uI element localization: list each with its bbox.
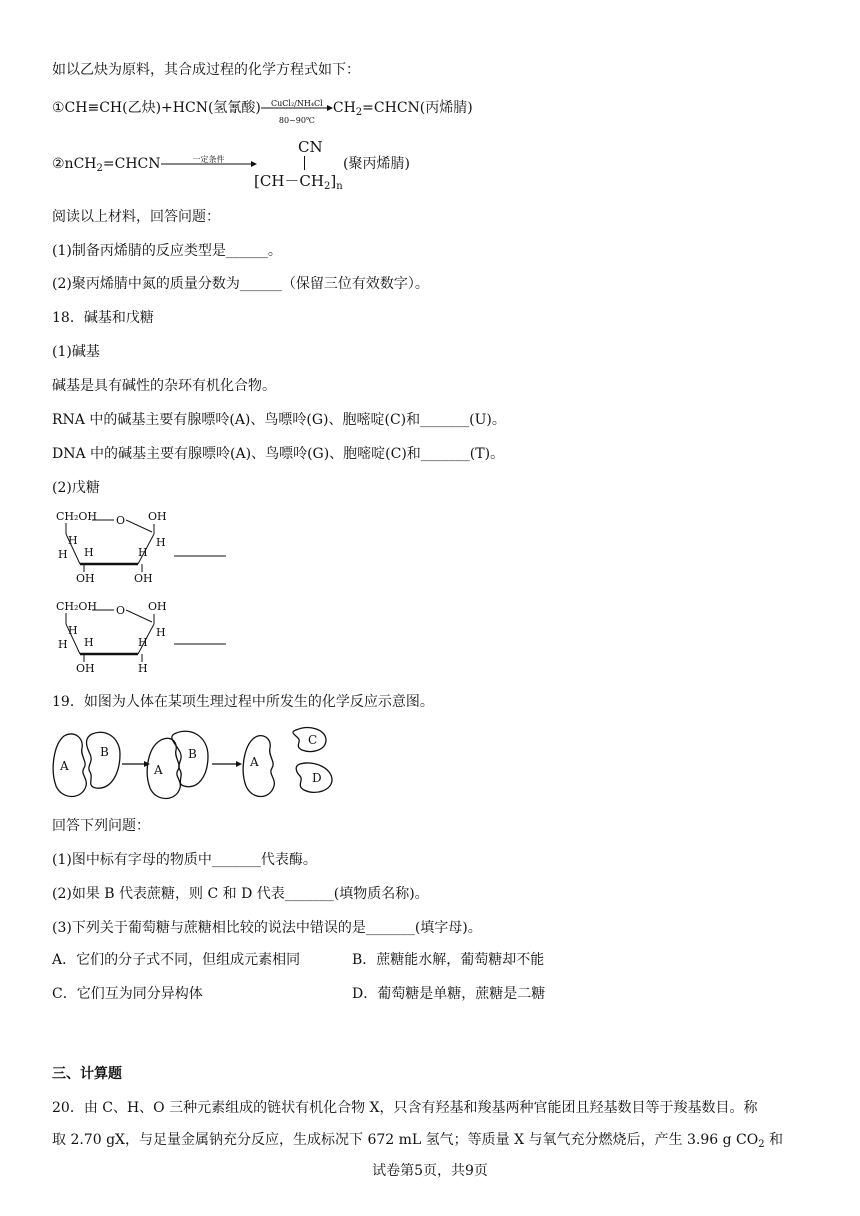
- q20-line2-post: 和: [764, 1132, 784, 1148]
- polymer-close: ]: [330, 172, 337, 190]
- polymer-cn: CN: [298, 138, 323, 156]
- h-label: H: [138, 662, 148, 675]
- label-a: A: [60, 759, 69, 773]
- q20-line1: 20．由 C、H、O 三种元素组成的链状有机化合物 X，只含有羟基和羧基两种官能团且羟基数目等于羧基数目。称: [52, 1100, 758, 1116]
- q17-part1: (1)制备丙烯腈的反应类型是______。: [52, 243, 282, 259]
- polymer-chain: [254, 170, 343, 192]
- ring-oxygen-label: O: [116, 604, 126, 617]
- ring-oxygen-label: O: [116, 514, 126, 527]
- arrow-icon: [161, 160, 257, 168]
- oh-label: OH: [148, 600, 167, 613]
- eq1-product-pre: CH: [332, 100, 356, 116]
- eq2-condition: 一定条件: [192, 155, 225, 164]
- h-label: H: [138, 546, 148, 559]
- label-a: A: [154, 763, 163, 777]
- q18-dna: DNA 中的碱基主要有腺嘌呤(A)、鸟嘌呤(G)、胞嘧啶(C)和_______(T)。: [52, 446, 505, 462]
- q18-rna: RNA 中的碱基主要有腺嘌呤(A)、鸟嘌呤(G)、胞嘧啶(C)和_______(U)。: [52, 412, 506, 428]
- q20-line2: [52, 1130, 783, 1155]
- h-label: H: [58, 638, 68, 651]
- option-c: C．它们互为同分异构体: [52, 986, 203, 1002]
- equation-1: [52, 98, 473, 123]
- label-a: A: [250, 755, 259, 769]
- q18-title: 18．碱基和戊糖: [52, 310, 154, 326]
- eq2-reactant-sub: 2: [96, 163, 103, 174]
- polymer-structure: [254, 138, 344, 194]
- q18-part1: (1)碱基: [52, 344, 100, 360]
- q17-part2: (2)聚丙烯腈中氮的质量分数为______（保留三位有效数字）。: [52, 276, 429, 292]
- q19-title: 19．如图为人体在某项生理过程中所发生的化学反应示意图。: [52, 694, 434, 710]
- eq1-arrow: [261, 98, 333, 125]
- label-b: B: [100, 745, 109, 759]
- oh-label: OH: [148, 510, 167, 523]
- intro-text: 如以乙炔为原料，其合成过程的化学方程式如下：: [52, 62, 360, 78]
- h-label: H: [68, 624, 78, 637]
- h-label: H: [58, 548, 68, 561]
- oh-label: OH: [134, 572, 153, 585]
- enzyme-reaction-diagram: [50, 724, 340, 804]
- h-label: H: [68, 534, 78, 547]
- h-label: H: [84, 636, 94, 649]
- equation-2: [52, 154, 257, 179]
- substance-b-shape: [87, 732, 121, 788]
- polymer-sub: 2: [323, 181, 331, 192]
- substance-a-shape: [53, 734, 86, 797]
- q20-line2-pre: 取 2.70 gX，与足量金属钠充分反应，生成标况下 672 mL 氢气；等质量 X 与氧气充分燃烧后，产生 3.96 g CO: [52, 1132, 759, 1148]
- deoxyribose-structure: [52, 596, 232, 678]
- eq1-reactants: ①CH≡CH(乙炔)+HCN(氢氰酸): [52, 100, 261, 116]
- option-d: D．葡萄糖是单糖，蔗糖是二糖: [352, 986, 546, 1002]
- arrow-icon: [236, 761, 242, 767]
- eq2-reactant-pre: ②nCH: [52, 156, 97, 172]
- eq1-condition-top: CuCl₂/NH₄Cl: [271, 99, 323, 108]
- q19-part1: (1)图中标有字母的物质中_______代表酶。: [52, 852, 317, 868]
- label-c: C: [308, 733, 318, 747]
- ribose-structure: [52, 506, 232, 588]
- eq1-product-post: =CHCN(丙烯腈): [362, 100, 473, 116]
- option-b: B．蔗糖能水解，葡萄糖却不能: [352, 952, 545, 968]
- eq2-reactant-post: =CHCN: [102, 156, 161, 172]
- option-a: A．它们的分子式不同，但组成元素相同: [52, 952, 301, 968]
- polymer-bond: [304, 156, 305, 170]
- h-label: H: [156, 536, 166, 549]
- oh-label: OH: [76, 662, 95, 675]
- q19-part2: (2)如果 B 代表蔗糖，则 C 和 D 代表_______(填物质名称)。: [52, 886, 429, 902]
- h-label: H: [84, 546, 94, 559]
- page-footer: 试卷第5页，共9页: [372, 1163, 488, 1179]
- q18-part2: (2)戊糖: [52, 480, 100, 496]
- eq1-product-sub: 2: [355, 107, 363, 118]
- polymer-label: (聚丙烯腈): [343, 156, 410, 172]
- section-heading: 三、计算题: [52, 1066, 122, 1082]
- h-label: H: [138, 636, 148, 649]
- ch2oh-label: CH₂OH: [56, 600, 98, 613]
- q19-part3: (3)下列关于葡萄糖与蔗糖相比较的说法中错误的是_______(填字母)。: [52, 920, 482, 936]
- label-b: B: [188, 747, 197, 761]
- eq1-condition-bottom: 80~90℃: [278, 116, 315, 125]
- polymer-n: n: [336, 181, 343, 192]
- substance-a-shape: [147, 738, 180, 798]
- eq2-arrow: [161, 154, 257, 174]
- label-d: D: [312, 771, 322, 785]
- q18-description: 碱基是具有碱性的杂环有机化合物。: [52, 378, 276, 394]
- h-label: H: [156, 626, 166, 639]
- polymer-main: [CH－CH: [254, 172, 324, 190]
- oh-label: OH: [76, 572, 95, 585]
- ch2oh-label: CH₂OH: [56, 510, 98, 523]
- q20-line2-sub: 2: [758, 1139, 765, 1150]
- read-instruction: 阅读以上材料，回答问题：: [52, 209, 220, 225]
- q19-ask: 回答下列问题：: [52, 818, 150, 834]
- substance-a-shape: [243, 736, 274, 797]
